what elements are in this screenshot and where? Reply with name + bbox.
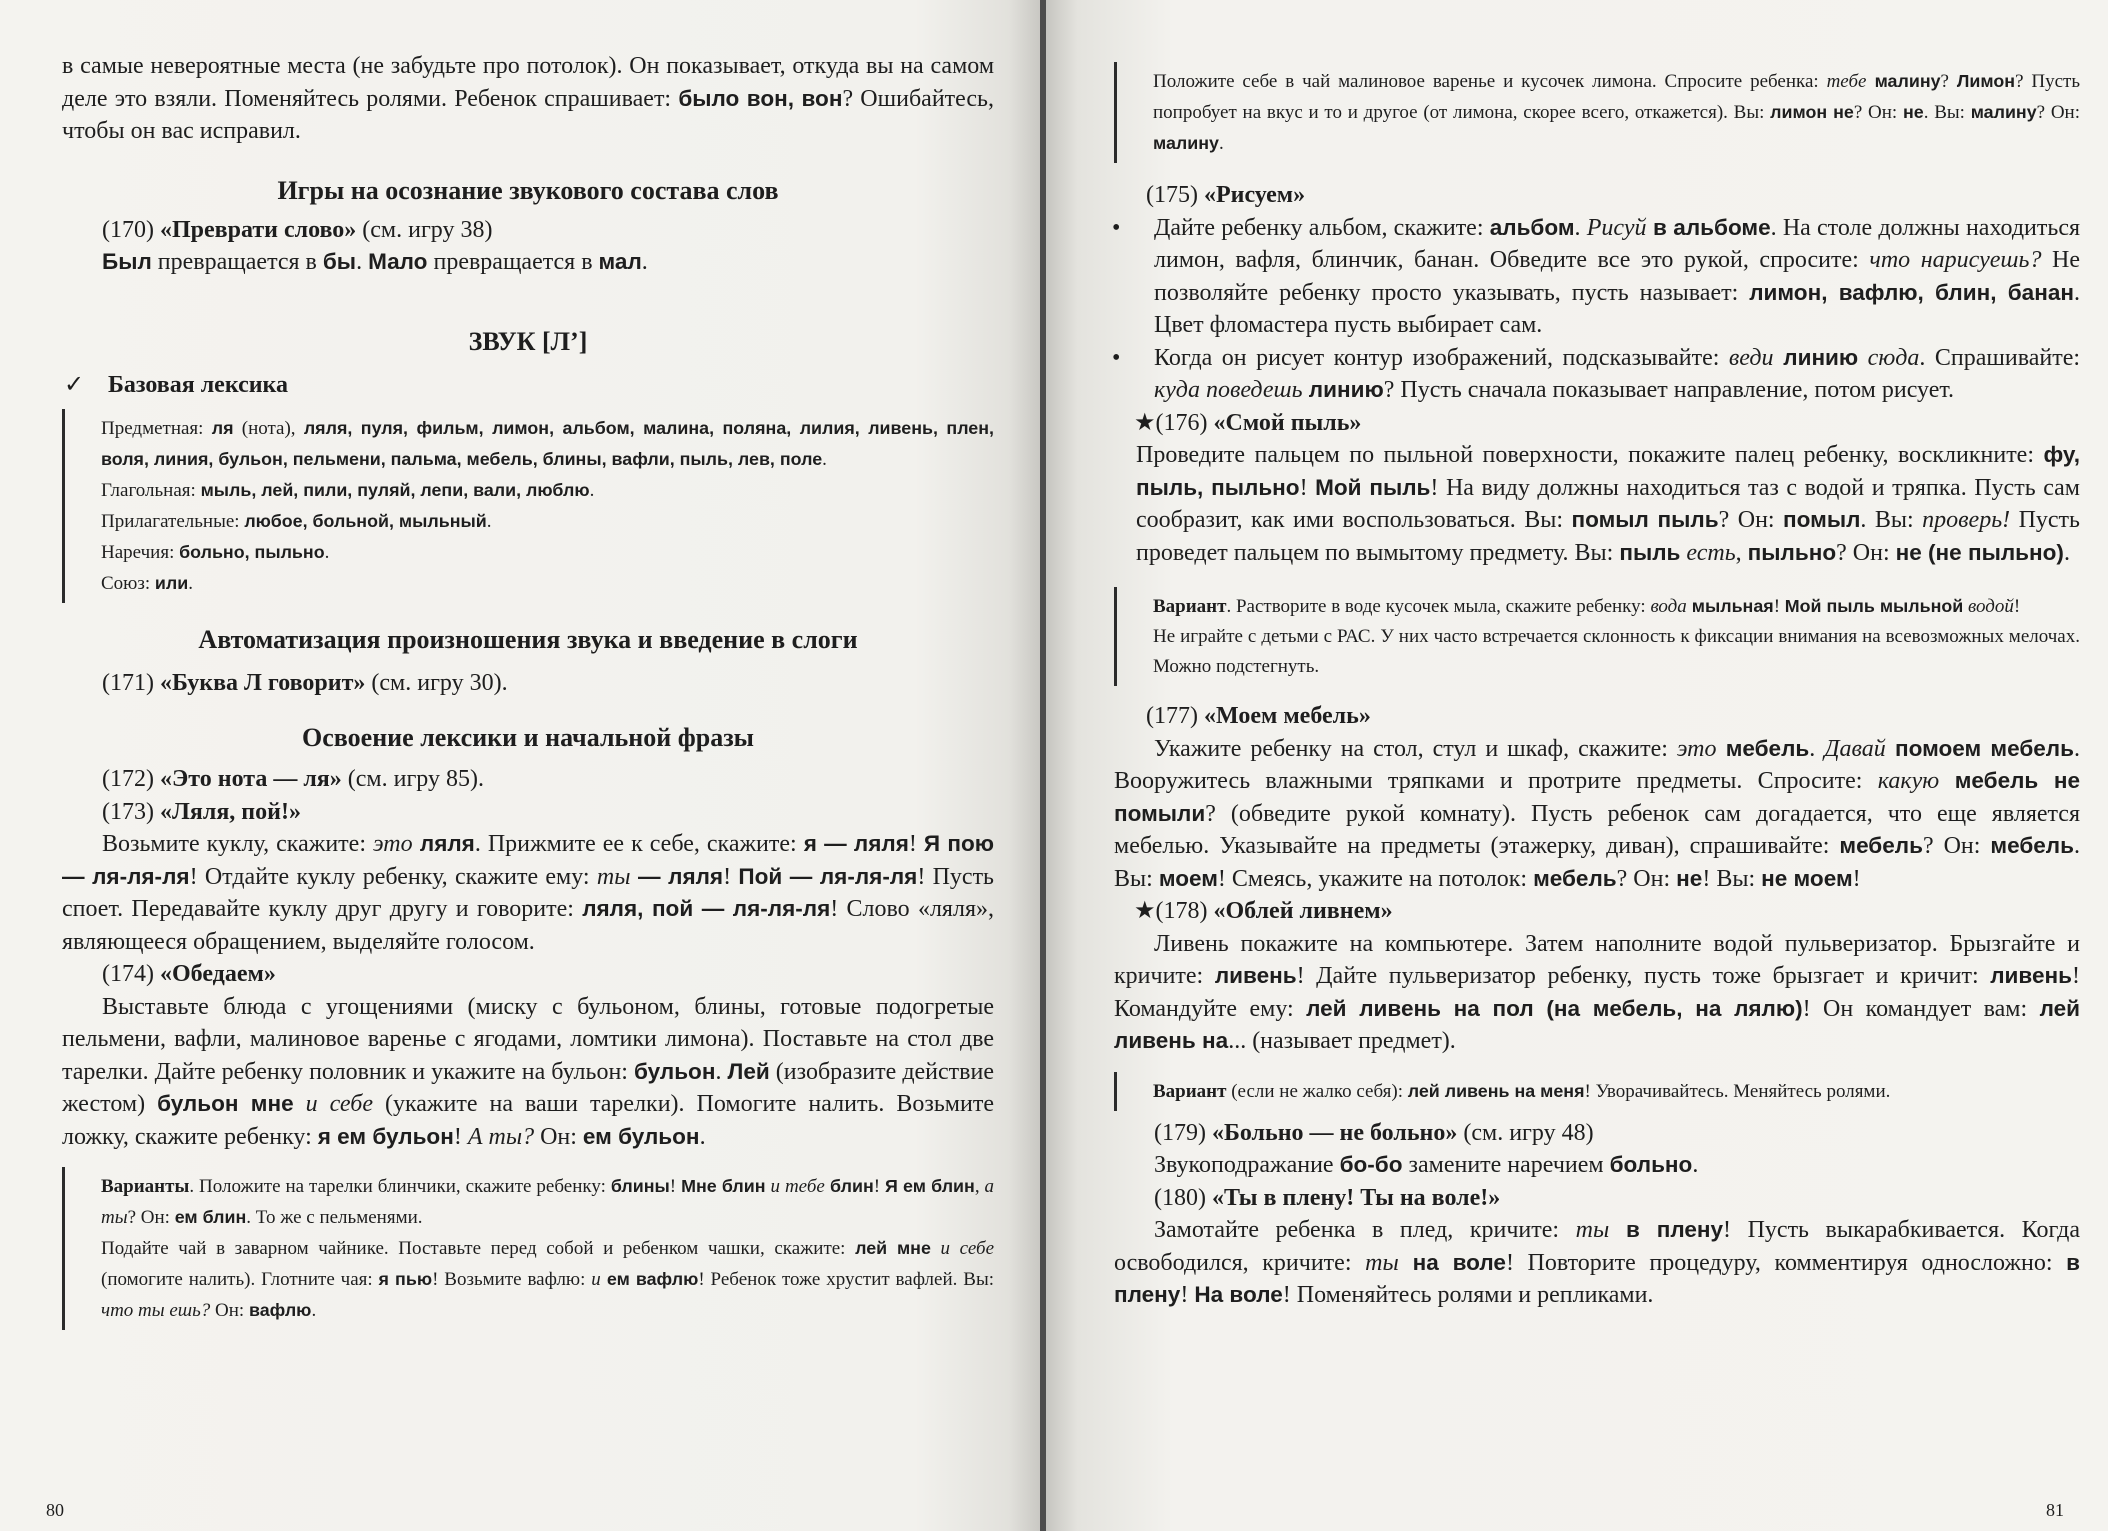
variant-176-paragraph-1: Вариант. Растворите в воде кусочек мыла, скажите ребенку: вода мыльная! Мой пыль мыльной водой! — [1153, 596, 2021, 617]
game-174-text: Выставьте блюда с угощениями (миску с бульоном, блины, готовые подогретые пельмени, вафли, малиновое варенье с ягодами, ломтики лимона). Поставьте на стол две тарелки. Дайте ребенку половник и укажите на бульон: бульон. Лей (изобразите действие жестом) бульон мне и себе (укажите на ваши тарелки). Помогите налить. Возьмите ложку, скажите ребенку: я ем бульон! А ты? Он: ем бульон. — [62, 993, 994, 1150]
intro-paragraph: в самые невероятные места (не забудьте про потолок). Он показывает, откуда вы на самом деле это взяли. Поменяйтесь ролями. Ребенок спрашивает: было вон, вон? Ошибайтесь, чтобы он вас исправил. — [62, 53, 995, 144]
game-175-title: (175) «Рисуем» — [1146, 182, 1306, 208]
bullet-icon: • — [1112, 214, 1121, 241]
variant-176-box — [1114, 587, 2080, 686]
game-178-title: ★(178) «Облей ливнем» — [1134, 898, 1393, 924]
heading-automation: Автоматизация произношения звука и введение в слоги — [198, 624, 858, 654]
heading-sound-l: ЗВУК [Л’] — [468, 326, 588, 356]
checkmark-icon: ✓ — [64, 371, 85, 398]
game-177-title: (177) «Моем мебель» — [1146, 703, 1371, 729]
heading-lexicon-phrase: Освоение лексики и начальной фразы — [302, 723, 754, 752]
game-173-text: Возьмите куклу, скажите: это ляля. Прижмите ее к себе, скажите: я — ляля! Я пою — ля-ля-ля! Отдайте куклу ребенку, скажите ему: ты — ляля! Пой — ля-ля-ля! Пусть споет. Передавайте куклу друг другу и говорите: ляля, пой — ля-ля-ля! Слово «ляля», являющееся обращением, выделяйте голосом. — [62, 831, 995, 955]
lexicon-verbs: Глагольная: мыль, лей, пили, пуляй, лепи, вали, люблю. — [101, 479, 595, 501]
left-page — [0, 0, 1040, 1531]
game-178-text: Ливень покажите на компьютере. Затем наполните водой пульверизатор. Брызгайте и кричите: ливень! Дайте пульверизатор ребенку, пусть тоже брызгает и кричит: ливень! Командуйте ему: лей ливень на пол (на мебель, на лялю)! Он командует вам: лей ливень на... (называет предмет). — [1114, 930, 2080, 1054]
game-179-title: (179) «Больно — не больно» (см. игру 48) — [1154, 1119, 1594, 1146]
game-176-text: Проведите пальцем по пыльной поверхности, покажите палец ребенку, воскликните: фу, пыль, пыльно! Мой пыль! На виду должны находиться таз с водой и тряпка. Пусть сам сообразит, как ими воспользоваться. Вы: помыл пыль? Он: помыл. Вы: проверь! Пусть проведет пальцем по вымытому предмету. Вы: пыль есть, пыльно? Он: не (не пыльно). — [1136, 442, 2080, 566]
star-icon: ★ — [1134, 409, 1156, 436]
variant-178-paragraph: Вариант (если не жалко себя): лей ливень на меня! Уворачивайтесь. Меняйтесь ролями. — [1153, 1080, 1891, 1102]
tea-paragraph: Положите себе в чай малиновое варенье и кусочек лимона. Спросите ребенка: тебе малину? Лимон? Пусть попробует на вкус и то и другое (от лимона, скорее всего, откажется). Вы: лимон не? Он: не. Вы: малину? Он: малину. — [1153, 71, 2081, 154]
lexicon-box — [62, 409, 994, 603]
game-176-title: ★(176) «Смой пыль» — [1134, 409, 1362, 436]
game-179-text: Звукоподражание бо-бо замените наречием больно. — [1154, 1152, 1699, 1178]
game-171-title: (171) «Буква Л говорит» (см. игру 30). — [102, 669, 508, 696]
left-column — [62, 50, 994, 1330]
game-175-bullet-2: • Когда он рисует контур изображений, подсказывайте: веди линию сюда. Спрашивайте: куда поведешь линию? Пусть сначала показывает направление, потом рисует. — [1114, 342, 2080, 407]
variant-178-box — [1114, 1072, 2080, 1111]
game-175-bullet-1: • Дайте ребенку альбом, скажите: альбом. Рисуй в альбоме. На столе должны находиться лимон, вафля, блинчик, банан. Обведите все это рукой, спросите: что нарисуешь? Не позволяйте ребенку просто указывать, пусть называет: лимон, вафлю, блин, банан. Цвет фломастера пусть выбирает сам. — [1114, 212, 2080, 342]
heading-sound-games: Игры на осознание звукового состава слов — [277, 175, 779, 205]
game-180-text: Замотайте ребенка в плед, кричите: ты в плену! Пусть выкарабкивается. Когда освободился, кричите: ты на воле! Повторите процедуру, комментируя односложно: в плену! На воле! Поменяйтесь ролями и репликами. — [1114, 1217, 2080, 1308]
variant-176-paragraph-2: Не играйте с детьми с РАС. У них часто встречается склонность к фиксации внимания на всевозможных мелочах. Можно подстегнуть. — [1153, 626, 2080, 677]
tea-box — [1114, 62, 2080, 163]
lexicon-adverbs: Наречия: больно, пыльно. — [101, 541, 330, 563]
game-172-title: (172) «Это нота — ля» (см. игру 85). — [102, 766, 484, 792]
base-lexicon-heading: ✓ Базовая лексика — [62, 369, 994, 401]
bullet-icon: • — [1112, 344, 1121, 371]
game-170-title: (170) «Преврати слово» (см. игру 38) — [102, 216, 493, 243]
game-177-text: Укажите ребенку на стол, стул и шкаф, скажите: это мебель. Давай помоем мебель. Вооружитесь влажными тряпками и протрите предметы. Спросите: какую мебель не помыли? (обведите рукой комнату). Пусть ребенок сам догадается, что еще является мебелью. Указывайте на предметы (этажерку, диван), спрашивайте: мебель? Он: мебель. Вы: моем! Смеясь, укажите на потолок: мебель? Он: не! Вы: не моем! — [1114, 735, 2080, 892]
variants-paragraph-1: Варианты. Положите на тарелки блинчики, скажите ребенку: блины! Мне блин и тебе блин! Я ем блин, а ты? Он: ем блин. То же с пельменями. — [101, 1176, 995, 1228]
right-page — [1046, 0, 2108, 1531]
lexicon-conjunction: Союз: или. — [101, 572, 193, 594]
star-icon: ★ — [1134, 898, 1156, 924]
variants-box — [62, 1167, 994, 1330]
page-number-left: 80 — [46, 1500, 64, 1520]
right-column — [1114, 62, 2080, 1312]
game-174-title: (174) «Обедаем» — [102, 961, 276, 987]
lexicon-objects: Предметная: ля (нота), ляля, пуля, фильм, лимон, альбом, малина, поляна, лилия, ливень, плен, воля, линия, бульон, пельмени, пальма, мебель, блины, вафли, пыль, лев, поле. — [101, 417, 994, 470]
lexicon-adjectives: Прилагательные: любое, больной, мыльный. — [101, 510, 492, 532]
page-number-right: 81 — [2046, 1500, 2064, 1520]
game-180-title: (180) «Ты в плену! Ты на воле!» — [1154, 1184, 1501, 1211]
game-173-title: (173) «Ляля, пой!» — [102, 798, 301, 825]
variants-paragraph-2: Подайте чай в заварном чайнике. Поставьте перед собой и ребенком чашки, скажите: лей мне и себе (помогите налить). Глотните чая: я пью! Возьмите вафлю: и ем вафлю! Ребенок тоже хрустит вафлей. Вы: что ты ешь? Он: вафлю. — [101, 1238, 994, 1321]
game-170-text: Был превращается в бы. Мало превращается в мал. — [102, 249, 648, 275]
